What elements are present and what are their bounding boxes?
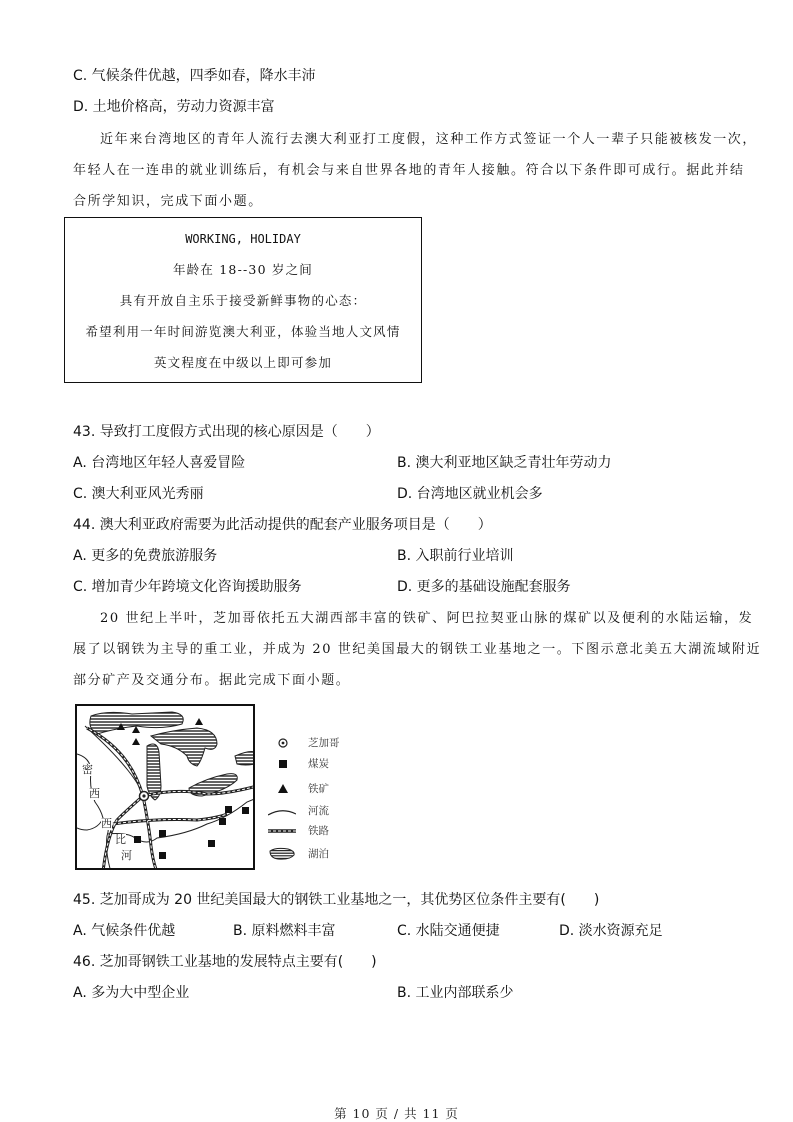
q43-option-c: C. 澳大利亚风光秀丽 — [73, 486, 204, 502]
legend-label-iron: 铁矿 — [308, 783, 329, 795]
legend-label-railway: 铁路 — [308, 825, 329, 837]
railway-line-icon — [268, 824, 296, 838]
q45-option-d: D. 淡水资源充足 — [559, 923, 663, 939]
legend-row-chicago — [268, 736, 348, 752]
triangle-icon — [268, 782, 296, 796]
box-line-travel: 希望利用一年时间游览澳大利亚，体验当地人文风情 — [85, 324, 401, 339]
legend-row-river — [268, 804, 348, 820]
map-label-bi: 比 — [115, 833, 126, 846]
q44-option-c: C. 增加青少年跨境文化咨询援助服务 — [73, 579, 302, 595]
q43-option-b: B. 澳大利亚地区缺乏青壮年劳动力 — [397, 455, 612, 471]
map-label-xi-2: 西 — [101, 817, 112, 830]
passage2-line-1: 20 世纪上半叶，芝加哥依托五大湖西部丰富的铁矿、阿巴拉契亚山脉的煤矿以及便利的水陆运输，发 — [100, 611, 754, 626]
passage1-line-3: 合所学知识，完成下面小题。 — [73, 194, 263, 209]
page-number: 第 10 页 / 共 11 页 — [334, 1106, 459, 1121]
q45-stem: 45. 芝加哥成为 20 世纪美国最大的钢铁工业基地之一，其优势区位条件主要有( ) — [73, 892, 600, 908]
q44-stem: 44. 澳大利亚政府需要为此活动提供的配套产业服务项目是（ ） — [73, 517, 492, 533]
map-label-mi: 密 — [82, 763, 93, 776]
q43-option-d: D. 台湾地区就业机会多 — [397, 486, 543, 502]
q45-option-c: C. 水陆交通便捷 — [397, 923, 500, 939]
map-label-xi-1: 西 — [89, 787, 100, 800]
q44-option-b: B. 入职前行业培训 — [397, 548, 514, 564]
q46-stem: 46. 芝加哥钢铁工业基地的发展特点主要有( ) — [73, 954, 377, 970]
legend-label-coal: 煤炭 — [308, 758, 329, 770]
map-label-he: 河 — [121, 849, 132, 862]
q46-option-b: B. 工业内部联系少 — [397, 985, 514, 1001]
legend-label-lake: 湖泊 — [308, 848, 329, 860]
box-line-english: 英文程度在中级以上即可参加 — [153, 355, 333, 370]
q44-option-d: D. 更多的基础设施配套服务 — [397, 579, 571, 595]
q45-option-a: A. 气候条件优越 — [73, 923, 176, 939]
legend-row-coal — [268, 757, 348, 773]
great-lakes-map — [75, 704, 255, 870]
q45-option-b: B. 原料燃料丰富 — [233, 923, 336, 939]
prev-option-d: D. 土地价格高，劳动力资源丰富 — [73, 99, 275, 115]
city-dot-icon — [268, 736, 296, 750]
lake-hatch-icon — [268, 847, 296, 861]
legend-label-river: 河流 — [308, 805, 329, 817]
q46-option-a: A. 多为大中型企业 — [73, 985, 190, 1001]
map-drawing — [77, 706, 255, 870]
working-holiday-box — [64, 217, 422, 383]
river-line-icon — [268, 804, 296, 818]
q43-stem: 43. 导致打工度假方式出现的核心原因是（ ） — [73, 424, 380, 440]
passage1-line-1: 近年来台湾地区的青年人流行去澳大利亚打工度假，这种工作方式签证一个人一辈子只能被核发一次， — [100, 132, 758, 147]
q44-option-a: A. 更多的免费旅游服务 — [73, 548, 218, 564]
square-icon — [268, 757, 296, 771]
passage2-line-3: 部分矿产及交通分布。据此完成下面小题。 — [73, 673, 351, 688]
legend-label-chicago: 芝加哥 — [308, 737, 340, 749]
box-line-age: 年龄在 18--30 岁之间 — [172, 262, 313, 277]
box-title: WORKING, HOLIDAY — [185, 232, 301, 246]
legend-row-railway — [268, 824, 348, 840]
passage2-line-2: 展了以钢铁为主导的重工业，并成为 20 世纪美国最大的钢铁工业基地之一。下图示意北美五大湖流域附近 — [73, 642, 762, 657]
legend-row-lake — [268, 847, 348, 863]
passage1-line-2: 年轻人在一连串的就业训练后，有机会与来自世界各地的青年人接触。符合以下条件即可成行。据此并结 — [73, 163, 745, 178]
prev-option-c: C. 气候条件优越，四季如春，降水丰沛 — [73, 68, 316, 84]
legend-row-iron — [268, 782, 348, 798]
q43-option-a: A. 台湾地区年轻人喜爱冒险 — [73, 455, 246, 471]
box-line-attitude: 具有开放自主乐于接受新鲜事物的心态： — [119, 293, 367, 308]
